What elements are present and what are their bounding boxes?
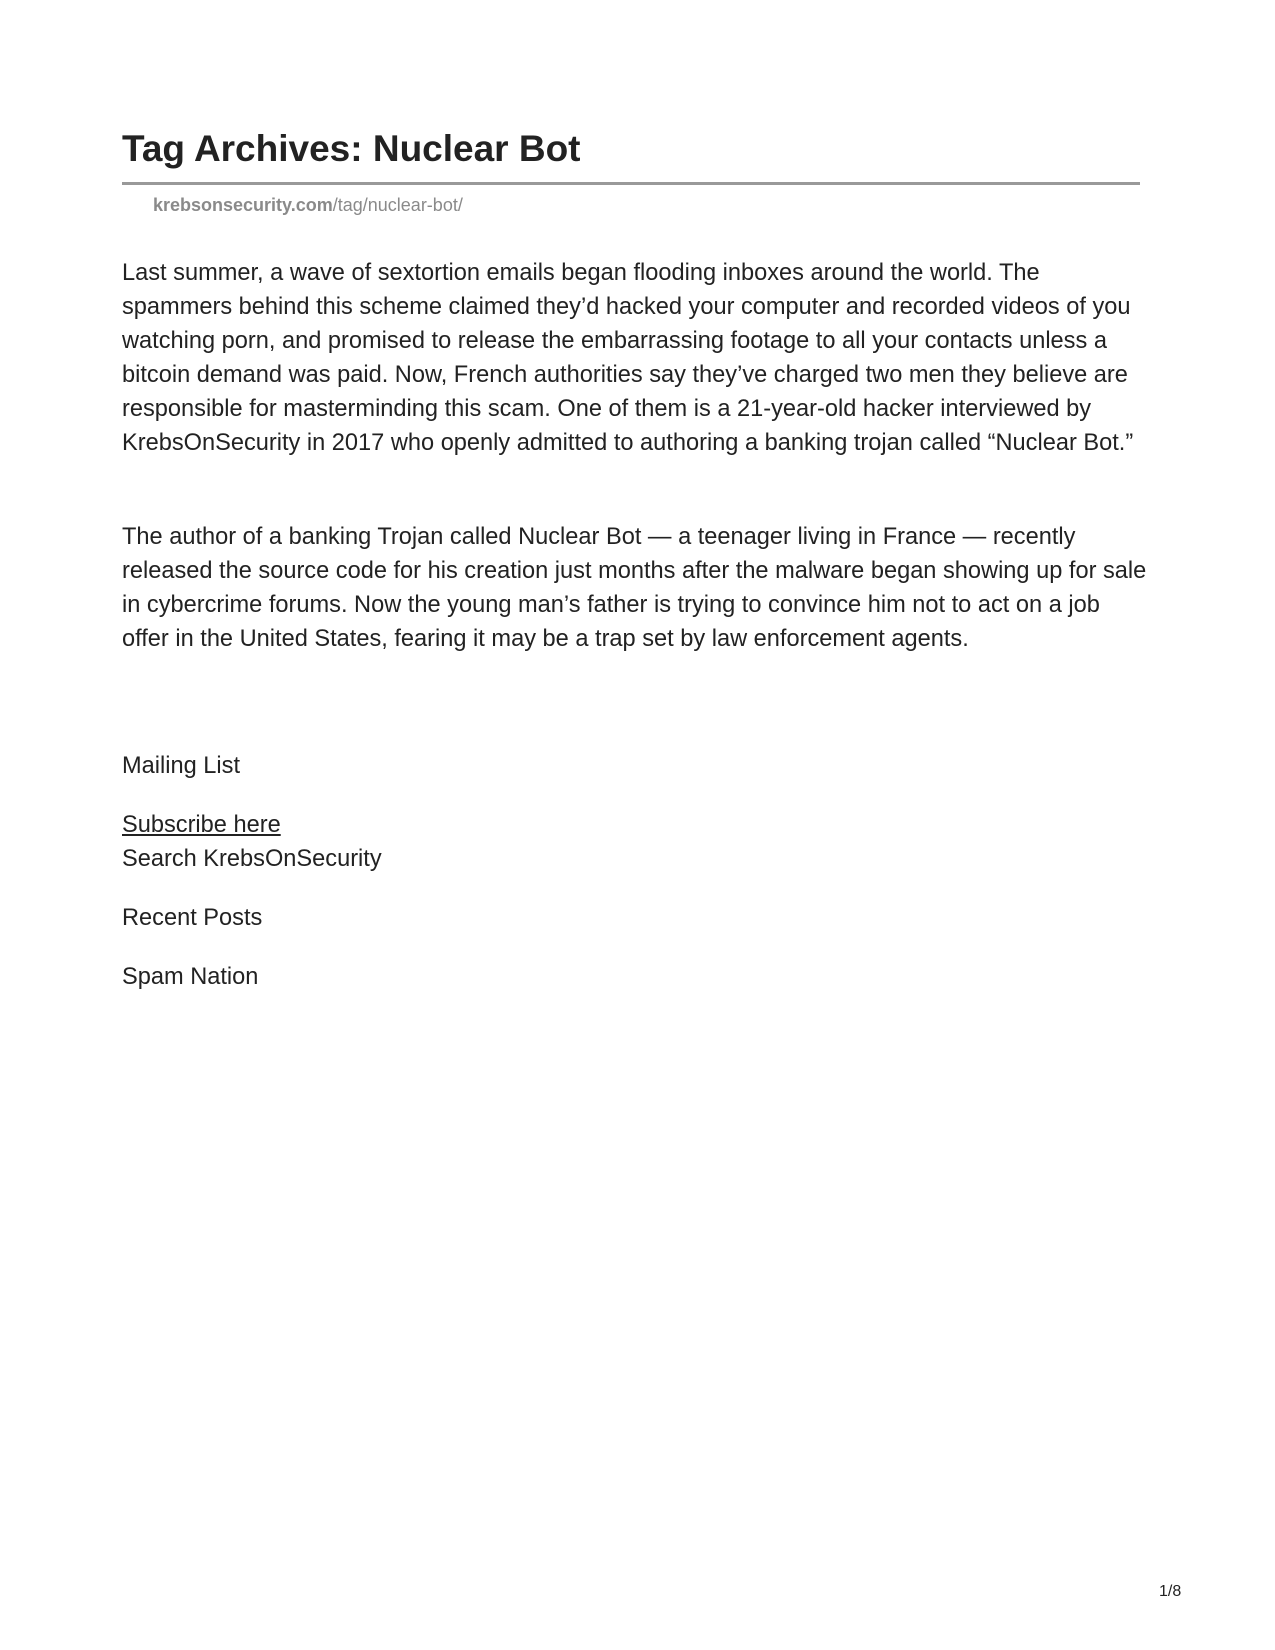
page-title: Tag Archives: Nuclear Bot (122, 128, 581, 169)
post-excerpt: Last summer, a wave of sextortion emails began flooding inboxes around the world. The spammers behind this scheme claimed they’d hacked your computer and recorded videos of you watching porn, and promised to release the embarrassing footage to all your contacts unless a bitcoin demand was paid. Now, French authorities say they’ve charged two men they believe are responsible for masterminding this scam. One of them is a 21-year-old hacker interviewed by KrebsOnSecurity in 2017 who openly admitted to authoring a banking trojan called “Nuclear Bot.” (122, 260, 1134, 456)
spam-nation-heading: Spam Nation (122, 964, 259, 990)
source-url-path: /tag/nuclear-bot/ (332, 195, 463, 215)
recent-posts-heading: Recent Posts (122, 905, 263, 931)
title-divider (122, 182, 1140, 185)
subscribe-link[interactable]: Subscribe here (122, 812, 281, 838)
page-number: 1/8 (1159, 1583, 1182, 1600)
source-url (153, 195, 463, 216)
search-heading: Search KrebsOnSecurity (122, 846, 382, 872)
source-url-domain: krebsonsecurity.com (153, 195, 333, 215)
post-excerpt: The author of a banking Trojan called Nuclear Bot — a teenager living in France — recently released the source code for his creation just months after the malware began showing up for sale in cybercrime forums. Now the young man’s father is trying to convince him not to act on a job offer in the United States, fearing it may be a trap set by law enforcement agents. (122, 524, 1147, 652)
mailing-list-heading: Mailing List (122, 753, 241, 779)
